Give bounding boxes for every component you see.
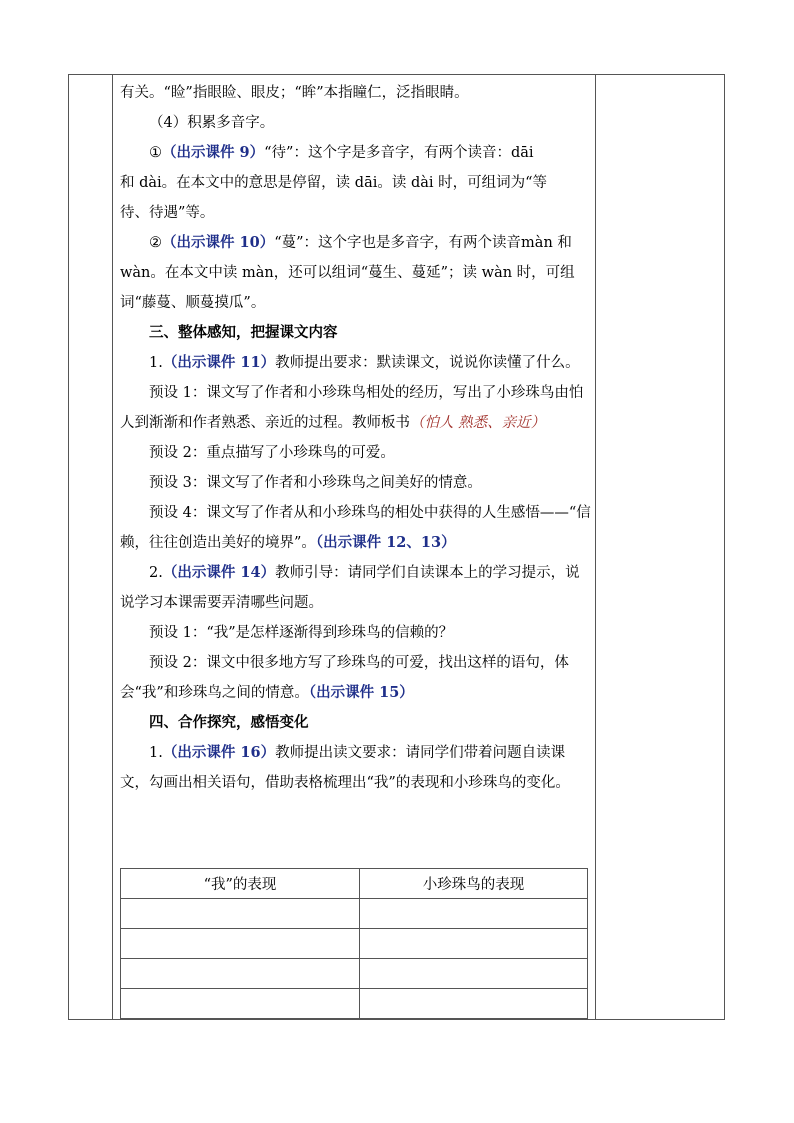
column-divider-left	[112, 74, 113, 1020]
table-row	[121, 929, 588, 959]
courseware-ref: （出示课件 15）	[308, 684, 414, 701]
preset-3: 预设 3：课文写了作者和小珍珠鸟之间美好的情意。	[149, 475, 482, 491]
table-row	[121, 899, 588, 929]
question-1: 预设 1：“我”是怎样逐渐得到珍珠鸟的信赖的？	[149, 625, 454, 641]
section-heading-3: 三、整体感知，把握课文内容	[149, 324, 338, 341]
courseware-ref: （出示课件 10）	[162, 234, 275, 251]
preset-1: 预设 1：课文写了作者和小珍珠鸟相处的经历，写出了小珍珠鸟由怕人到渐渐和作者熟悉、亲近的过程。教师板书（怕人 熟悉、亲近）	[120, 385, 584, 431]
preset-2: 预设 2：重点描写了小珍珠鸟的可爱。	[149, 445, 395, 461]
table-cell	[360, 959, 588, 989]
courseware-ref: （出示课件 9）	[162, 144, 265, 161]
text-line: 和 dài。在本文中的意思是停留，读 dāi。读 dài 时，可组词为“等	[120, 175, 548, 191]
courseware-ref: （出示课件 16）	[162, 744, 276, 761]
question-2: 预设 2：课文中很多地方写了珍珠鸟的可爱，找出这样的语句，体会“我”和珍珠鸟之间的情意。（出示课件 15）	[120, 655, 569, 701]
task-1: 1.（出示课件 11）教师提出要求：默读课文，说说你读懂了什么。	[149, 354, 580, 371]
table-cell	[121, 929, 360, 959]
table-cell	[360, 929, 588, 959]
courseware-ref: （出示课件 14）	[162, 564, 276, 581]
lesson-content	[120, 78, 592, 798]
task-3: 1.（出示课件 16）教师提出读文要求：请同学们带着问题自读课文，勾画出相关语句，借助表格梳理出“我”的表现和小珍珠鸟的变化。	[120, 744, 570, 791]
header-bird-behavior: 小珍珠鸟的表现	[360, 869, 588, 899]
courseware-ref: （出示课件 12、13）	[315, 534, 456, 551]
column-divider-right	[595, 74, 596, 1020]
polyphone-dai: ①（出示课件 9）“待”：这个字是多音字，有两个读音：dāi	[149, 144, 534, 161]
table-cell	[121, 989, 360, 1019]
task-2: 2.（出示课件 14）教师引导：请同学们自读课本上的学习提示，说说学习本课需要弄清哪些问题。	[120, 564, 580, 611]
text-line: （4）积累多音字。	[149, 115, 275, 131]
table-row	[121, 989, 588, 1019]
polyphone-man: ②（出示课件 10）“蔓”：这个字也是多音字，有两个读音màn 和 wàn。在本文中读 màn，还可以组词“蔓生、蔓延”；读 wàn 时，可组词“藤蔓、顺蔓摸瓜”。	[120, 234, 575, 311]
board-writing: （怕人 熟悉、亲近）	[410, 415, 546, 431]
table-row	[121, 959, 588, 989]
courseware-ref: （出示课件 11）	[162, 354, 276, 371]
preset-4: 预设 4：课文写了作者从和小珍珠鸟的相处中获得的人生感悟——“信赖，往往创造出美好的境界”。（出示课件 12、13）	[120, 505, 591, 551]
header-my-behavior: “我”的表现	[121, 869, 360, 899]
section-heading-4: 四、合作探究，感悟变化	[149, 714, 309, 731]
table-cell	[121, 899, 360, 929]
comparison-table	[120, 868, 588, 1019]
table-cell	[360, 899, 588, 929]
table-cell	[360, 989, 588, 1019]
table-cell	[121, 959, 360, 989]
table-header-row	[121, 869, 588, 899]
text-line: 有关。“睑”指眼睑、眼皮；“眸”本指瞳仁，泛指眼睛。	[120, 85, 469, 101]
text-line: 待、待遇”等。	[120, 205, 215, 221]
